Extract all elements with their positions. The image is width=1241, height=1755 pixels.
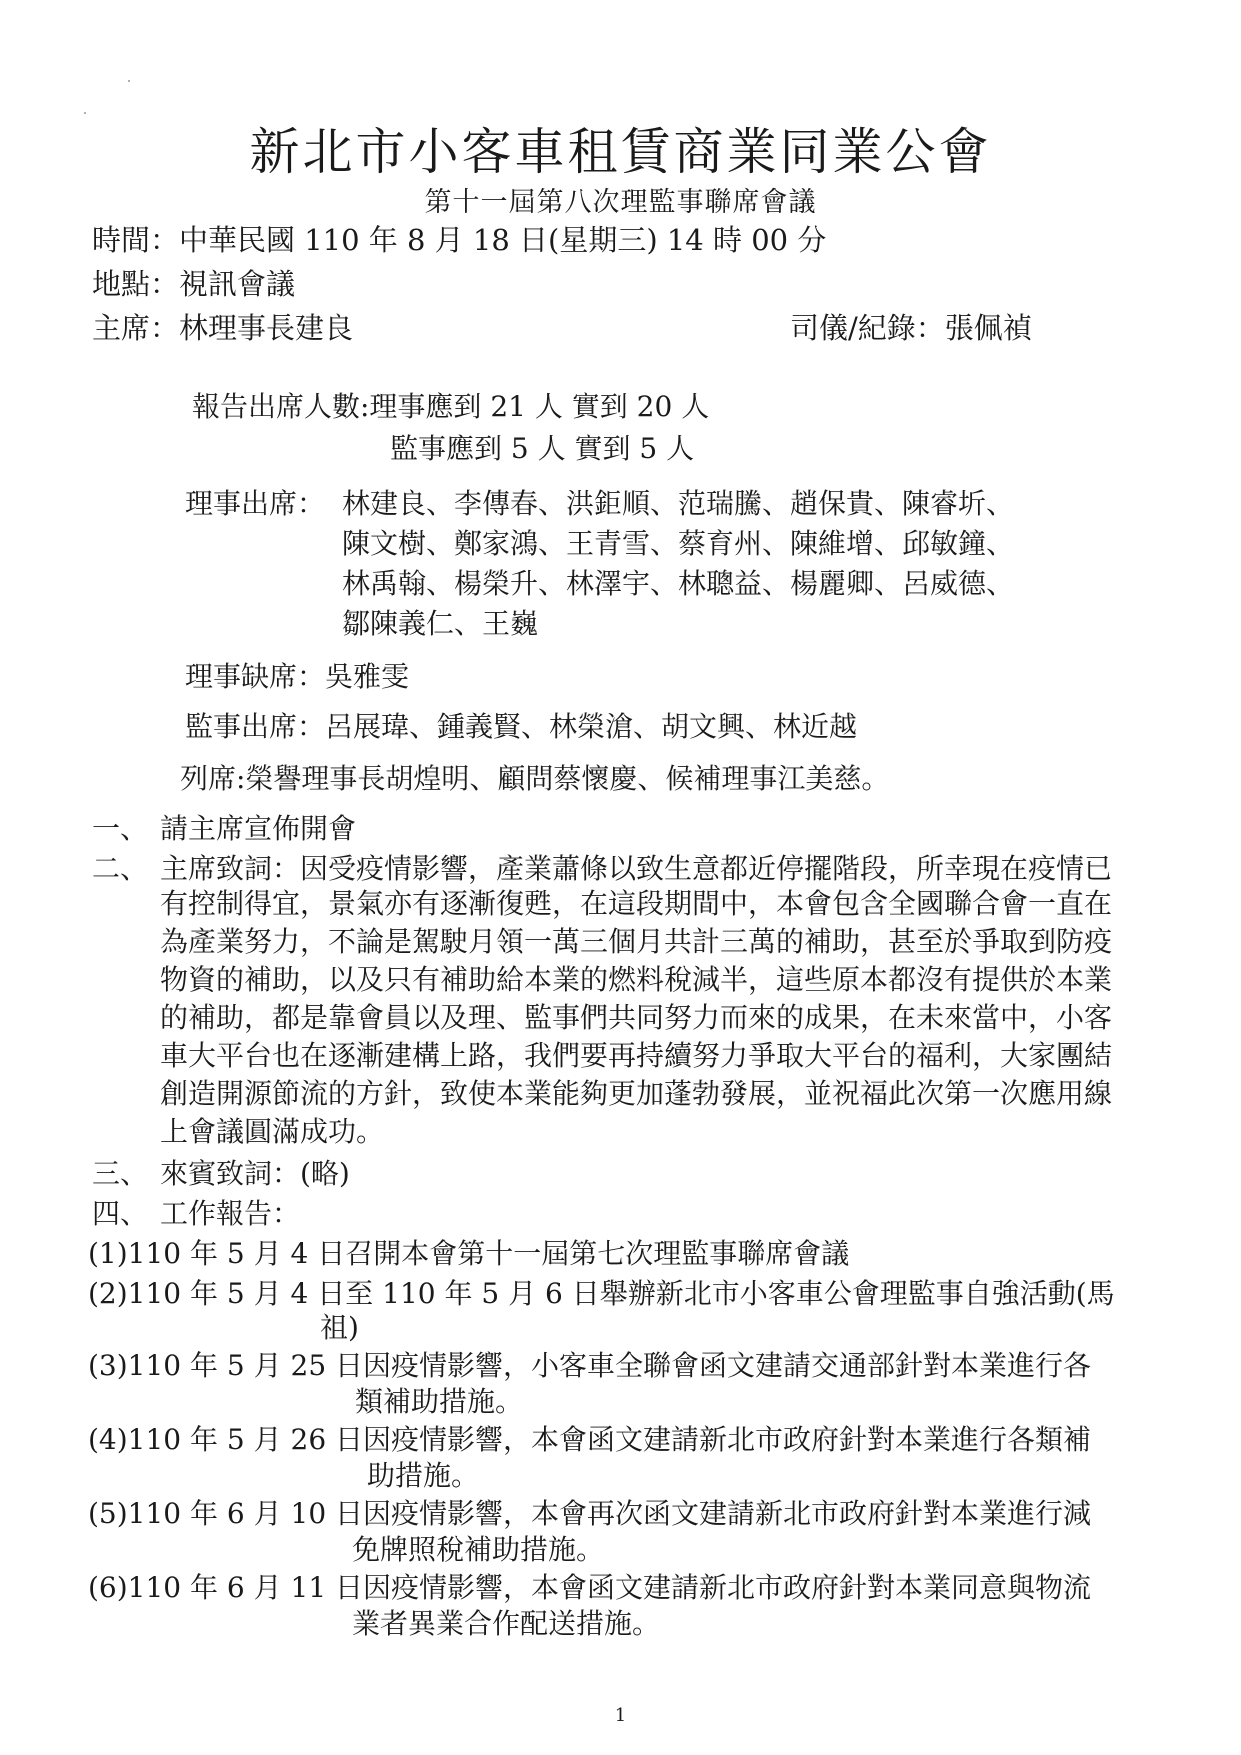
agenda-text: 來賓致詞：(略) [160, 1157, 350, 1190]
work-item: (3)110 年 5 月 25 日因疫情影響，小客車全聯會函文建請交通部針對本業進行各 [88, 1349, 1092, 1382]
speech-line: 的補助，都是靠會員以及理、監事們共同努力而來的成果，在未來當中，小客 [160, 1001, 1113, 1034]
speech-line: 車大平台也在逐漸建構上路，我們要再持續努力爭取大平台的福利，大家團結 [160, 1039, 1113, 1072]
speech-line: 為產業努力，不論是駕駛月領一萬三個月共計三萬的補助，甚至於爭取到防疫 [160, 925, 1113, 958]
work-item: (4)110 年 5 月 26 日因疫情影響，本會函文建請新北市政府針對本業進行各類補 [88, 1423, 1092, 1456]
directors-present-label: 理事出席： [185, 487, 326, 520]
agenda-text: 請主席宣佈開會 [160, 812, 357, 845]
directors-present-line: 林禹翰、楊榮升、林澤宇、林聰益、楊麗卿、呂威德、 [342, 567, 1015, 600]
directors-present-line: 林建良、李傳春、洪鉅順、范瑞騰、趙保貴、陳睿圻、 [342, 487, 1015, 520]
agenda-number: 二、 [92, 852, 149, 885]
directors-present-line: 鄒陳義仁、王巍 [342, 607, 539, 640]
attendance-supervisors: 監事應到 5 人 實到 5 人 [390, 432, 695, 465]
speech-line: 上會議圓滿成功。 [160, 1115, 385, 1148]
speech-line: 創造開源節流的方針，致使本業能夠更加蓬勃發展，並祝福此次第一次應用線 [160, 1077, 1113, 1110]
speech-line: 物資的補助，以及只有補助給本業的燃料稅減半，這些原本都沒有提供於本業 [160, 963, 1113, 996]
speech-line: 有控制得宜，景氣亦有逐漸復甦，在這段期間中，本會包含全國聯合會一直在 [160, 887, 1113, 920]
supervisors-present: 監事出席：呂展瑋、鍾義賢、林榮滄、胡文興、林近越 [185, 710, 858, 743]
meeting-subtitle: 第十一屆第八次理監事聯席會議 [424, 187, 817, 218]
meeting-place: 地點：視訊會議 [92, 267, 296, 301]
work-item-continuation: 業者異業合作配送措施。 [352, 1607, 661, 1640]
chair-speech [160, 885, 1160, 1151]
agenda-text: 工作報告： [160, 1197, 301, 1230]
scan-speck [128, 80, 130, 82]
work-item-continuation: 祖) [320, 1311, 359, 1344]
work-item: (6)110 年 6 月 11 日因疫情影響，本會函文建請新北市政府針對本業同意與物流 [88, 1571, 1092, 1604]
observers: 列席:榮譽理事長胡煌明、顧問蔡懷慶、候補理事江美慈。 [180, 762, 890, 795]
agenda-number: 一、 [92, 812, 149, 845]
work-item: (2)110 年 5 月 4 日至 110 年 5 月 6 日舉辦新北市小客車公會理監事自強活動(馬 [88, 1277, 1115, 1310]
document-title: 新北市小客車租賃商業同業公會 [249, 123, 992, 181]
page-number: 1 [614, 1705, 627, 1726]
directors-absent: 理事缺席：吳雅雯 [185, 660, 410, 693]
agenda-number: 四、 [92, 1197, 149, 1230]
directors-present-line: 陳文樹、鄭家鴻、王青雪、蔡育州、陳維增、邱敏鐘、 [342, 527, 1015, 560]
agenda-number: 三、 [92, 1157, 149, 1190]
meeting-time: 時間：中華民國 110 年 8 月 18 日(星期三) 14 時 00 分 [92, 223, 827, 257]
meeting-recorder: 司儀/紀錄：張佩禎 [790, 311, 1032, 345]
work-item: (1)110 年 5 月 4 日召開本會第十一屆第七次理監事聯席會議 [88, 1237, 850, 1270]
work-item-continuation: 助措施。 [367, 1459, 480, 1492]
agenda-text: 主席致詞：因受疫情影響，產業蕭條以致生意都近停擺階段，所幸現在疫情已 [160, 852, 1113, 885]
attendance-directors: 報告出席人數:理事應到 21 人 實到 20 人 [192, 390, 710, 423]
meeting-chair: 主席：林理事長建良 [92, 311, 354, 345]
work-item-continuation: 免牌照稅補助措施。 [352, 1533, 605, 1566]
work-item: (5)110 年 6 月 10 日因疫情影響，本會再次函文建請新北市政府針對本業進行減 [88, 1497, 1092, 1530]
work-item-continuation: 類補助措施。 [355, 1385, 524, 1418]
